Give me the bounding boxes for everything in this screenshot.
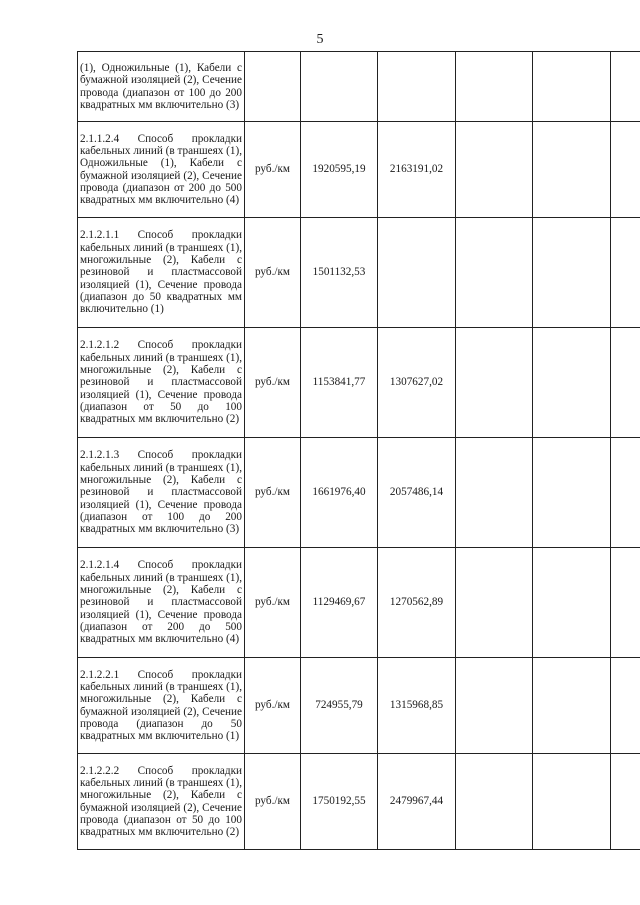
row-description: (1), Одножильные (1), Кабели с бумажной изоляцией (2), Сечение провода (диапазон от 100 до 200 квадратных мм включительно (3) [78, 52, 245, 122]
tariff-table [77, 51, 640, 850]
table-row [78, 218, 640, 328]
row-description: 2.1.1.2.4 Способ прокладки кабельных линий (в траншеях (1), Одножильные (1), Кабели с бумажной изоляцией (2), Сечение провода (диапазон от 200 до 500 квадратных мм включительно (4) [78, 122, 245, 218]
row-unit [245, 52, 301, 122]
row-value-1: 1129469,67 [301, 548, 378, 658]
table-row [78, 122, 640, 218]
row-value-1: 1750192,55 [301, 754, 378, 850]
row-value-1: 1153841,77 [301, 328, 378, 438]
row-empty-cell [611, 658, 640, 754]
row-empty-cell [533, 328, 611, 438]
row-value-2: 1315968,85 [378, 658, 456, 754]
row-empty-cell [533, 658, 611, 754]
row-unit: руб./км [245, 754, 301, 850]
row-value-2 [378, 218, 456, 328]
row-value-2: 1270562,89 [378, 548, 456, 658]
row-unit: руб./км [245, 548, 301, 658]
row-empty-cell [456, 754, 533, 850]
row-value-1: 1920595,19 [301, 122, 378, 218]
row-empty-cell [611, 218, 640, 328]
row-value-1: 1501132,53 [301, 218, 378, 328]
row-empty-cell [456, 658, 533, 754]
row-unit: руб./км [245, 328, 301, 438]
row-value-2 [378, 52, 456, 122]
row-empty-cell [611, 328, 640, 438]
row-empty-cell [456, 218, 533, 328]
row-empty-cell [456, 548, 533, 658]
row-empty-cell [533, 438, 611, 548]
row-value-1: 724955,79 [301, 658, 378, 754]
row-empty-cell [611, 754, 640, 850]
row-empty-cell [533, 548, 611, 658]
row-empty-cell [533, 52, 611, 122]
table-row [78, 754, 640, 850]
row-value-2: 2057486,14 [378, 438, 456, 548]
row-empty-cell [611, 438, 640, 548]
table-row [78, 52, 640, 122]
table-row [78, 548, 640, 658]
row-value-1 [301, 52, 378, 122]
row-empty-cell [611, 52, 640, 122]
row-unit: руб./км [245, 122, 301, 218]
page-number: 5 [316, 32, 324, 47]
row-empty-cell [456, 328, 533, 438]
row-unit: руб./км [245, 438, 301, 548]
row-empty-cell [611, 122, 640, 218]
row-description: 2.1.2.2.1 Способ прокладки кабельных линий (в траншеях (1), многожильные (2), Кабели с бумажной изоляцией (2), Сечение провода (диапазон до 50 квадратных мм включительно (1) [78, 658, 245, 754]
row-empty-cell [533, 218, 611, 328]
row-empty-cell [533, 122, 611, 218]
row-empty-cell [611, 548, 640, 658]
row-empty-cell [456, 52, 533, 122]
row-description: 2.1.2.1.3 Способ прокладки кабельных линий (в траншеях (1), многожильные (2), Кабели с резиновой и пластмассовой изоляцией (1), Сечение провода (диапазон от 100 до 200 квадратных мм включительно (3) [78, 438, 245, 548]
table-row [78, 328, 640, 438]
row-empty-cell [456, 438, 533, 548]
row-unit: руб./км [245, 218, 301, 328]
row-value-2: 2163191,02 [378, 122, 456, 218]
row-value-1: 1661976,40 [301, 438, 378, 548]
row-description: 2.1.2.1.4 Способ прокладки кабельных линий (в траншеях (1), многожильные (2), Кабели с резиновой и пластмассовой изоляцией (1), Сечение провода (диапазон от 200 до 500 квадратных мм включительно (4) [78, 548, 245, 658]
row-value-2: 1307627,02 [378, 328, 456, 438]
table-row [78, 438, 640, 548]
row-description: 2.1.2.1.1 Способ прокладки кабельных линий (в траншеях (1), многожильные (2), Кабели с резиновой и пластмассовой изоляцией (1), Сечение провода (диапазон до 50 квадратных мм включительно (1) [78, 218, 245, 328]
row-empty-cell [456, 122, 533, 218]
row-description: 2.1.2.2.2 Способ прокладки кабельных линий (в траншеях (1), многожильные (2), Кабели с бумажной изоляцией (2), Сечение провода (диапазон от 50 до 100 квадратных мм включительно (2) [78, 754, 245, 850]
row-unit: руб./км [245, 658, 301, 754]
row-empty-cell [533, 754, 611, 850]
row-description: 2.1.2.1.2 Способ прокладки кабельных линий (в траншеях (1), многожильные (2), Кабели с резиновой и пластмассовой изоляцией (1), Сечение провода (диапазон от 50 до 100 квадратных мм включительно (2) [78, 328, 245, 438]
table-row [78, 658, 640, 754]
row-value-2: 2479967,44 [378, 754, 456, 850]
